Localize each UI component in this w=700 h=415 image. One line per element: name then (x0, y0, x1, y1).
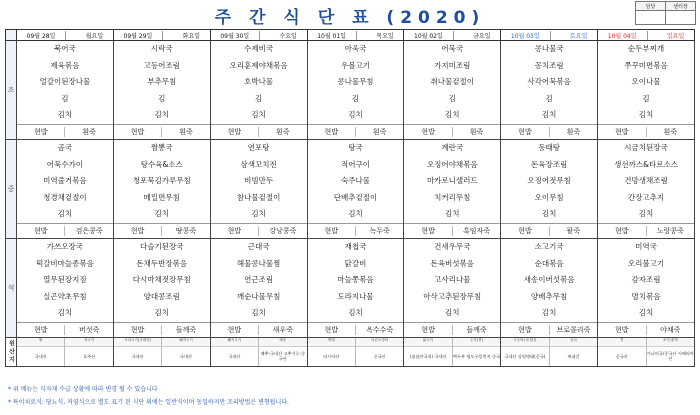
day-header (404, 30, 501, 41)
menu-item: 어묵수가이 (46, 159, 84, 169)
origin-food: 마른오징어 (356, 338, 403, 347)
menu-item: 돈육버섯볶음 (430, 258, 475, 268)
porridge-type: 들깨죽 (452, 325, 500, 335)
menu-item: 김치 (541, 308, 557, 318)
menu-item: 연포탕 (247, 142, 270, 152)
approval-head-sign (666, 11, 696, 25)
day-date: 09월 29일 (124, 31, 164, 40)
menu-item: 다슬기된장국 (140, 241, 184, 251)
menu-item: 김 (351, 93, 360, 103)
meal-cell (113, 238, 210, 337)
rice-type: 현밥 (227, 127, 242, 136)
meal-cell (17, 238, 114, 337)
menu-item: 제육볶음 (50, 60, 80, 70)
menu-item: 얼갈이된장나물 (39, 77, 91, 87)
origin-country: 국내산 강원명태(중국) (504, 353, 546, 359)
menu-item: 김 (448, 93, 456, 103)
porridge-type: 들깨죽 (161, 325, 209, 335)
menu-item: 새송이버섯볶음 (523, 275, 575, 285)
origin-food: 배추 (259, 338, 306, 347)
porridge-type: 흰죽 (258, 127, 306, 137)
day-weekday: 월요일 (85, 32, 104, 40)
origin-food: 돼지고기 (211, 338, 258, 347)
day-date: 10월 03일 (511, 31, 551, 40)
porridge-type: 흑임자죽 (452, 226, 500, 236)
porridge-type: 새우죽 (258, 325, 306, 335)
day-weekday: 화요일 (182, 32, 200, 40)
menu-item: 취나물겉절이 (430, 77, 475, 87)
menu-item: 탕국 (348, 142, 363, 152)
rice-type: 현밥 (518, 127, 532, 136)
menu-item: 숙주나물 (340, 176, 370, 186)
porridge-type: 흰죽 (161, 127, 209, 137)
approval-head-label: 센터장 (666, 2, 696, 11)
menu-item: 김치 (57, 209, 73, 219)
rice-type: 현밥 (421, 325, 435, 334)
day-header (113, 30, 210, 41)
menu-item: 돈육장조림 (531, 159, 568, 169)
menu-item: 시금치된장국 (624, 142, 668, 152)
approval-staff-label: 담당 (636, 2, 666, 11)
menu-item: 김 (158, 93, 166, 103)
meal-cell (210, 139, 307, 238)
porridge-type: 흰죽 (549, 127, 597, 137)
origin-country: 배추:국내산 고추가루:중국산 (260, 351, 306, 362)
day-header (210, 30, 307, 41)
rice-type: 현밥 (615, 127, 629, 136)
menu-item: 마늘쫑볶음 (337, 275, 374, 285)
meal-cell (501, 139, 598, 238)
porridge-type: 흰죽 (452, 127, 500, 137)
porridge-type: 노랑콩죽 (646, 226, 694, 236)
menu-item: 김치 (154, 110, 170, 120)
porridge-type: 녹두죽 (355, 226, 403, 236)
menu-item: 부추무침 (147, 77, 177, 87)
menu-item: 김치 (348, 110, 363, 120)
meal-cell (210, 41, 307, 140)
rice-type: 현밥 (615, 325, 629, 334)
menu-item: 김치 (445, 110, 460, 120)
menu-item: 해물콩나물찜 (236, 258, 281, 268)
origin-cell (210, 337, 307, 366)
menu-item: 미역줄거볶음 (43, 176, 87, 186)
menu-item: 김 (642, 93, 650, 103)
menu-item: 콩나물국 (534, 44, 564, 53)
menu-item: 쭈꾸미면볶음 (624, 60, 668, 70)
approval-box (635, 1, 696, 25)
menu-item: 꽁치조림 (534, 60, 564, 70)
porridge-type: 야채죽 (646, 325, 694, 335)
menu-item: 김 (254, 93, 263, 103)
origin-country: 중국산 (373, 353, 386, 359)
corner-cell (6, 30, 17, 41)
menu-item: 간장고추지 (627, 192, 665, 202)
origin-cell (307, 337, 404, 366)
meal-cell (307, 139, 404, 238)
menu-item: 오이나물 (631, 77, 661, 87)
origin-food: 명태 (308, 338, 355, 347)
menu-item: 김치 (445, 308, 460, 318)
menu-item: 콩나물무침 (337, 77, 374, 87)
menu-item: 김 (61, 93, 69, 103)
rice-type: 현밥 (227, 325, 242, 334)
menu-item: 아욱국 (344, 44, 367, 53)
rice-type: 현밥 (615, 226, 629, 235)
rice-type: 현밥 (518, 226, 532, 235)
menu-item: 짬뽕국 (150, 142, 173, 152)
meal-cell (307, 41, 404, 140)
menu-item: 도라지나물 (337, 291, 374, 301)
menu-item: 어묵국 (441, 44, 464, 53)
menu-item: 다시마채젓장무침 (132, 275, 191, 285)
notes (8, 383, 289, 409)
menu-item: 비빔만두 (244, 176, 274, 186)
meal-cell (17, 41, 114, 140)
menu-item: 근대국 (247, 241, 270, 251)
menu-item: 순대볶음 (534, 258, 564, 268)
meal-cell (113, 41, 210, 140)
menu-item: 탕수육&소스 (140, 159, 183, 169)
origin-food: 오리고기(국내산) (114, 338, 161, 347)
menu-item: 깨순나물무침 (236, 291, 281, 301)
menu-item: 김치 (541, 209, 557, 219)
note-change: * 위 메뉴는 식자재 수급 상황에 따라 변경 될 수 있습니다 (8, 386, 158, 393)
day-header (501, 30, 598, 41)
origin-country: 국내산 (131, 353, 144, 359)
menu-item: 김치 (638, 110, 654, 120)
meal-cell (210, 238, 307, 337)
porridge-type: 버섯죽 (64, 325, 112, 335)
menu-item: 순두부찌개 (627, 44, 665, 53)
origin-food: 고등어(국내산) (501, 338, 548, 347)
porridge-type: 흰죽 (64, 127, 112, 137)
note-diet: * 특이치료식: 당뇨식, 저염식으로 별도 표기 된 식단 외에는 일반식이며 동일하지만 조리방법은 변형됩니다. (8, 399, 289, 406)
menu-item: 양대콩조림 (143, 291, 180, 301)
menu-item: 고사리나물 (434, 275, 471, 285)
origin-country: 국내산 (179, 353, 193, 359)
menu-item: 건새우무국 (434, 241, 471, 251)
menu-item: 김치 (57, 308, 73, 318)
menu-item: 멸치볶음 (631, 291, 661, 301)
meal-cell (113, 139, 210, 238)
origin-country: 중국산 (615, 353, 628, 359)
origin-food: 쌀 (17, 338, 64, 347)
rice-type: 현밥 (518, 325, 532, 334)
menu-item: 소고기국 (534, 241, 564, 251)
menu-item: 연근조림 (244, 275, 274, 285)
origin-food: 두부(콩) (453, 338, 500, 347)
porridge-type: 브로콜리죽 (549, 325, 597, 335)
menu-item: 김치 (638, 308, 654, 318)
day-date: 10월 01일 (317, 31, 357, 40)
day-weekday: 수요일 (279, 32, 297, 40)
menu-item: 김치 (348, 308, 363, 318)
meal-cell (404, 139, 501, 238)
day-weekday: 금요일 (473, 32, 491, 40)
origin-cell (404, 337, 501, 366)
origin-country: 러시아산 (323, 353, 340, 359)
meal-label: 조 (6, 41, 17, 140)
menu-item: 김 (545, 93, 553, 103)
meal-cell (598, 238, 695, 337)
origin-country: 가나미국/중국산 시베리아산 (646, 351, 694, 362)
menu-item: 돈채두반장볶음 (136, 258, 188, 268)
rice-type: 현밥 (130, 127, 145, 136)
day-date: 10월 04일 (608, 31, 648, 40)
day-date: 09월 30일 (220, 31, 260, 40)
rice-type: 현밥 (33, 325, 48, 334)
day-header (17, 30, 114, 41)
meal-cell (404, 238, 501, 337)
origin-country: 국내산 (228, 353, 241, 359)
menu-item: 미역국 (635, 241, 657, 251)
page-title: 주 간 식 단 표 (2020) (214, 8, 486, 28)
day-date: 09월 28일 (27, 31, 67, 40)
rice-type: 현밥 (421, 127, 435, 136)
origin-food: 돼지고기 (162, 338, 209, 347)
meal-cell (501, 41, 598, 140)
menu-item: 단배추겉절이 (333, 192, 378, 202)
meal-cell (598, 41, 695, 140)
origin-country: 국내산 (34, 353, 47, 359)
menu-item: 김치 (154, 308, 170, 318)
menu-item: 수제비국 (244, 44, 274, 53)
menu-item: 김치 (445, 209, 460, 219)
menu-item: 호박나물 (244, 77, 274, 87)
menu-item: 김치 (251, 308, 266, 318)
menu-item: 양배추무침 (531, 291, 568, 301)
day-header (307, 30, 404, 41)
menu-item: 김치 (154, 209, 170, 219)
meal-cell (501, 238, 598, 337)
menu-item: 닭갈비 (344, 258, 367, 268)
menu-item: 가쓰오장국 (46, 241, 84, 251)
menu-item: 청경채겉절이 (43, 192, 87, 202)
menu-item: 계란국 (441, 142, 464, 152)
menu-item: 가지미조림 (434, 60, 471, 70)
menu-item: 김치 (541, 110, 557, 120)
menu-item: 재첩국 (344, 241, 367, 251)
menu-item: 감자조림 (631, 275, 661, 285)
meal-cell (17, 139, 114, 238)
menu-item: 치커리무침 (434, 192, 471, 202)
menu-item: 오징어젓무침 (527, 176, 571, 186)
menu-item: 아삭고추된장무침 (423, 291, 482, 301)
porridge-type: 팥죽 (549, 226, 597, 236)
menu-item: 김치 (638, 209, 654, 219)
menu-item: 오이무침 (534, 192, 564, 202)
menu-item: 참나물겉절이 (236, 192, 281, 202)
origin-food: 콩 (598, 338, 645, 347)
origin-food: 쇠고기 (65, 338, 112, 347)
day-header (598, 30, 695, 41)
menu-item: 북어국 (54, 44, 76, 53)
rice-type: 현밥 (421, 226, 435, 235)
day-weekday: 목요일 (376, 32, 394, 40)
menu-item: 건망생채조림 (624, 176, 668, 186)
porridge-type: 강낭콩죽 (258, 226, 306, 236)
porridge-type: 옥수수죽 (355, 325, 403, 335)
meal-label: 중 (6, 139, 17, 238)
meal-label: 석 (6, 238, 17, 337)
meal-cell (598, 139, 695, 238)
rice-type: 현밥 (324, 127, 338, 136)
menu-item: 김치 (57, 110, 73, 120)
menu-item: 떡갈비마늘종볶음 (35, 258, 94, 268)
origin-food: 조기/꽃게 (647, 338, 694, 347)
day-weekday: 토요일 (569, 32, 588, 40)
menu-item: 실곤약초무침 (43, 291, 87, 301)
porridge-type: 땅콩죽 (161, 226, 209, 236)
menu-item: 사각어묵볶음 (527, 77, 571, 87)
rice-type: 현밥 (130, 226, 145, 235)
menu-item: 마카로니샐러드 (426, 176, 478, 186)
origin-food: 김치 (550, 338, 597, 347)
menu-table (5, 29, 695, 367)
origin-cell (501, 337, 598, 366)
origin-country: (점심만국내) 국내산 (409, 353, 447, 359)
rice-type: 현밥 (33, 226, 48, 235)
menu-item: 오징어야채볶음 (426, 159, 478, 169)
origin-food: 닭고기 (404, 338, 451, 347)
origin-cell (17, 337, 114, 366)
day-date: 10월 02일 (414, 31, 454, 40)
menu-item: 고등어조림 (143, 60, 180, 70)
porridge-type: 흰죽 (646, 127, 694, 137)
menu-item: 김치 (251, 110, 266, 120)
approval-staff-sign (636, 11, 666, 25)
menu-item: 시락국 (150, 44, 173, 53)
rice-type: 현밥 (324, 325, 338, 334)
rice-type: 현밥 (33, 127, 48, 136)
menu-item: 열무된장지짐 (43, 275, 87, 285)
menu-item: 동태탕 (538, 142, 561, 152)
menu-item: 삼색꼬치전 (240, 159, 277, 169)
origin-label: 원산지 (6, 337, 17, 366)
day-weekday: 일요일 (666, 32, 685, 40)
menu-item: 김치 (348, 209, 363, 219)
menu-item: 우볼고기 (340, 60, 370, 70)
menu-item: 청포묵김가루무침 (132, 176, 191, 186)
porridge-type: 흰죽 (355, 127, 403, 137)
rice-type: 현밥 (324, 226, 338, 235)
porridge-type: 검은콩죽 (64, 226, 112, 236)
rice-type: 현밥 (130, 325, 145, 334)
menu-item: 곰국 (57, 142, 73, 152)
origin-country: 세네갈 (567, 353, 580, 359)
origin-country: 백두부 영도구일번지 중국 (452, 353, 501, 359)
menu-item: 적어구이 (340, 159, 370, 169)
menu-item: 오리훈제야채볶음 (229, 60, 288, 70)
menu-item: 생선까스&타르소스 (614, 159, 678, 169)
menu-item: 메밀면무침 (143, 192, 180, 202)
origin-cell (598, 337, 695, 366)
rice-type: 현밥 (227, 226, 242, 235)
meal-cell (307, 238, 404, 337)
origin-country: 호주산 (83, 353, 96, 359)
menu-item: 오리불고기 (627, 258, 665, 268)
menu-item: 김치 (251, 209, 266, 219)
meal-cell (404, 41, 501, 140)
origin-cell (113, 337, 210, 366)
